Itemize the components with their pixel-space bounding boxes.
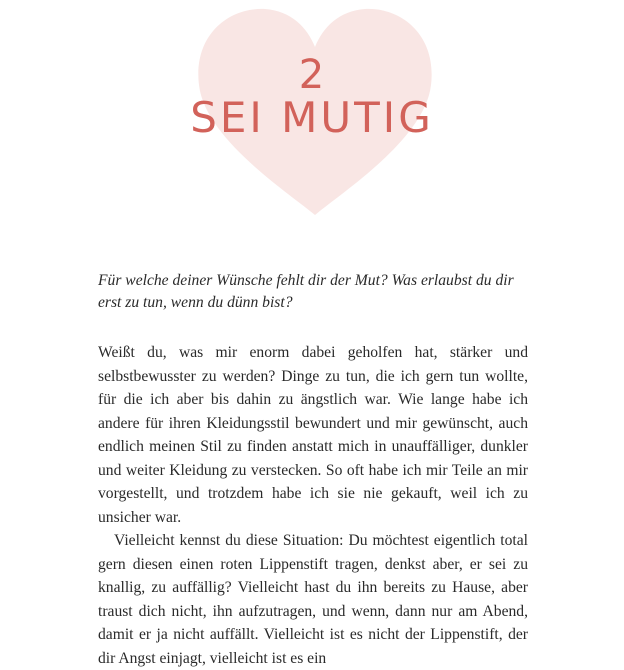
paragraph: Vielleicht kennst du diese Situation: Du möchtest eigentlich total gern diesen einen roten Lippenstift tragen, denkst aber, er sei zu knallig, zu auffällig? Vielleicht hast du ihn bereits zu Hause, aber traust dich nicht, ihn aufzutragen, und wenn, dann nur am Abend, damit er ja nicht auffällt. Vielleicht ist es nicht der Lippenstift, der dir Angst einjagt, vielleicht ist es ein bbox=[98, 532, 528, 667]
intro-question: Für welche deiner Wünsche fehlt dir der Mut? Was erlaubst du dir erst zu tun, wenn du dünn bist? bbox=[98, 272, 514, 311]
chapter-title: SEI MUTIG bbox=[190, 93, 434, 142]
chapter-number: 2 bbox=[298, 52, 326, 98]
body-text bbox=[98, 341, 528, 670]
paragraph: Weißt du, was mir enorm dabei geholfen hat, stärker und selbstbewusster zu werden? Dinge zu tun, die ich gern tun wollte, für die ich aber bis dahin zu ängstlich war. Wie lange habe ich andere für ihren Kleidungsstil bewundert und mir gewünscht, auch endlich meinen Stil zu finden anstatt mich in unauffälliger, dunkler und weiter Kleidung zu verstecken. So oft habe ich mir Teile an mir vorgestellt, und trotzdem habe ich sie nie gekauft, weil ich zu unsicher war. bbox=[98, 344, 528, 526]
